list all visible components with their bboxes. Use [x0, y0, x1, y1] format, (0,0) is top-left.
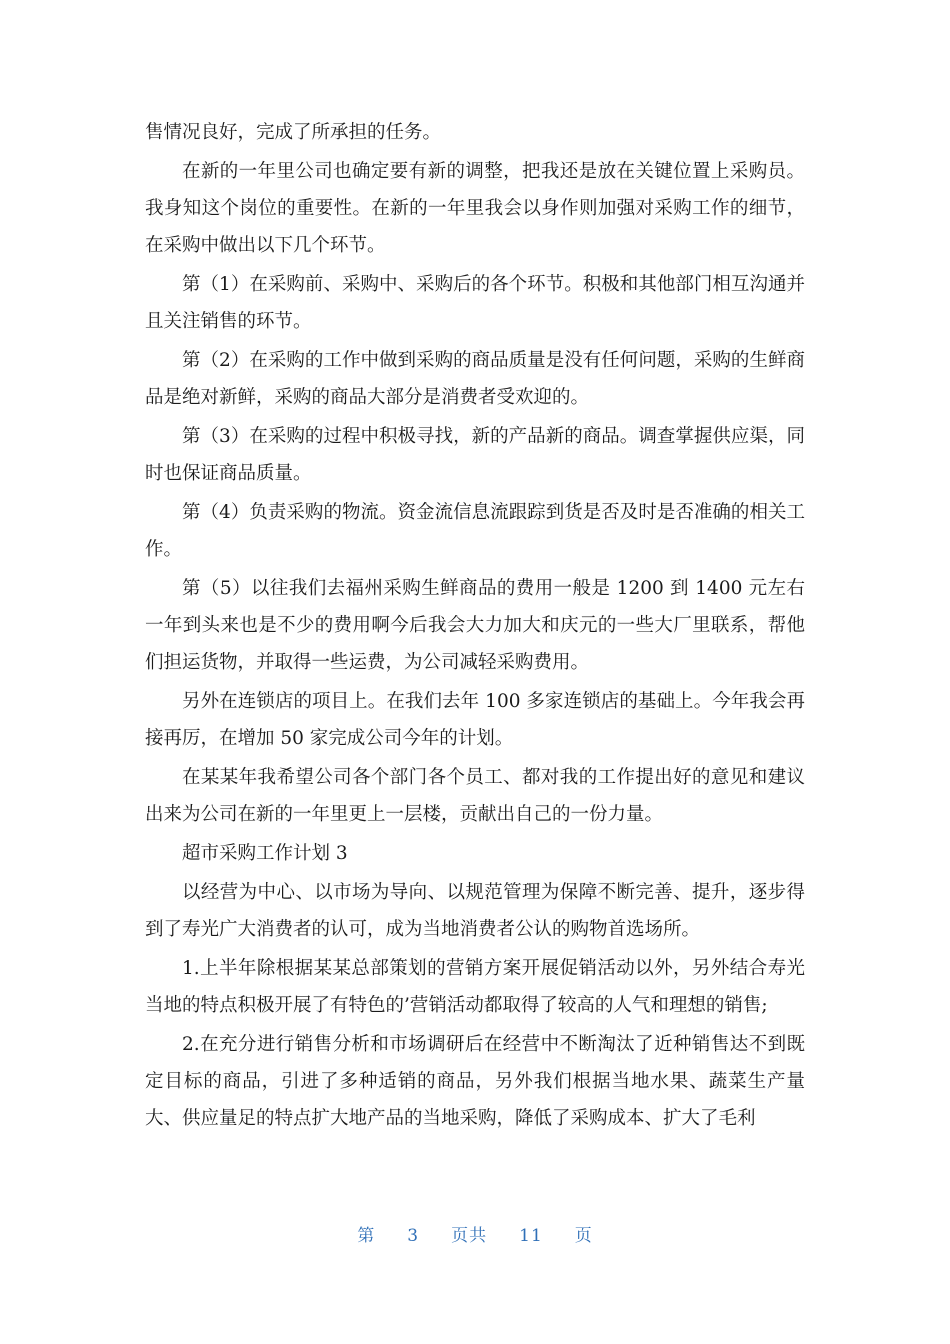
section-heading: 超市采购工作计划 3: [182, 843, 348, 864]
paragraph: 第（1）在采购前、采购中、采购后的各个环节。积极和其他部门相互沟通并且关注销售的环节。: [145, 274, 805, 332]
paragraph: 第（5）以往我们去福州采购生鲜商品的费用一般是 1200 到 1400 元左右一年到头来也是不少的费用啊今后我会大力加大和庆元的一些大厂里联系，帮他们担运货物，并取得一些运费，为公司减轻采购费用。: [145, 578, 805, 673]
list-item: 1.上半年除根据某某总部策划的营销方案开展促销活动以外，另外结合寿光当地的特点积极开展了有特色的’营销活动都取得了较高的人气和理想的销售;: [145, 958, 805, 1016]
page-footer: [0, 1224, 950, 1248]
footer-total-pages: 11: [519, 1226, 543, 1246]
paragraph: 第（3）在采购的过程中积极寻找，新的产品新的商品。调查掌握供应渠，同时也保证商品质量。: [145, 426, 805, 484]
paragraph: 在某某年我希望公司各个部门各个员工、都对我的工作提出好的意见和建议出来为公司在新的一年里更上一层楼，贡献出自己的一份力量。: [145, 767, 805, 825]
paragraph: 以经营为中心、以市场为导向、以规范管理为保障不断完善、提升，逐步得到了寿光广大消费者的认可，成为当地消费者公认的购物首选场所。: [145, 882, 805, 940]
paragraph: 售情况良好，完成了所承担的任务。: [145, 122, 442, 143]
paragraph: 在新的一年里公司也确定要有新的调整，把我还是放在关键位置上采购员。我身知这个岗位的重要性。在新的一年里我会以身作则加强对采购工作的细节，在采购中做出以下几个环节。: [145, 161, 805, 256]
list-item: 2.在充分进行销售分析和市场调研后在经营中不断淘汰了近种销售达不到既定目标的商品，引进了多种适销的商品，另外我们根据当地水果、蔬菜生产量大、供应量足的特点扩大地产品的当地采购，降低了采购成本、扩大了毛利: [145, 1034, 805, 1129]
paragraph: 第（4）负责采购的物流。资金流信息流跟踪到货是否及时是否准确的相关工作。: [145, 502, 805, 560]
footer-suffix: 页: [574, 1226, 593, 1246]
footer-middle: 页共: [451, 1226, 488, 1246]
footer-page-number: 3: [407, 1226, 420, 1246]
footer-prefix: 第: [357, 1226, 376, 1246]
paragraph: 第（2）在采购的工作中做到采购的商品质量是没有任何问题，采购的生鲜商品是绝对新鲜，采购的商品大部分是消费者受欢迎的。: [145, 350, 805, 408]
document-body: [145, 114, 805, 1139]
paragraph: 另外在连锁店的项目上。在我们去年 100 多家连锁店的基础上。今年我会再接再厉，在增加 50 家完成公司今年的计划。: [145, 691, 805, 749]
